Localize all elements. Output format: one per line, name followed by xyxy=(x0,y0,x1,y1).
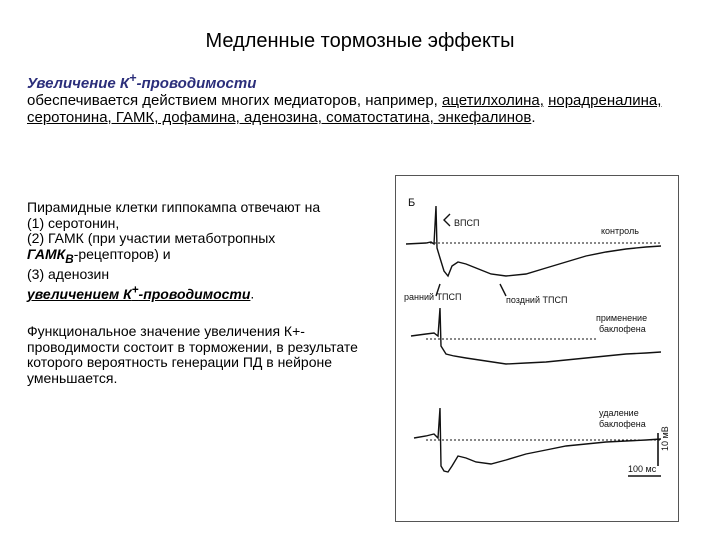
recording-traces-svg xyxy=(396,176,678,521)
mediators-link-2[interactable]: норадреналина, серотонина, ГАМК, дофамина, аденозина, соматостатина, энкефалинов xyxy=(27,92,662,126)
label-baclofen-application-1: применение xyxy=(596,313,648,323)
gabab-term: $ГАМК_B$ xyxy=(27,245,74,266)
page-title: Медленные тормозные эффекты xyxy=(205,30,515,52)
label-baclofen-removal-2: баклофена xyxy=(599,419,646,429)
intro-heading: Увеличение К+-проводимости xyxy=(27,71,257,92)
label-late-ipsp: поздний ТПСП xyxy=(506,295,568,305)
left-column xyxy=(27,200,372,386)
label-baclofen-application-2: баклофена xyxy=(599,324,646,334)
paragraph-responses: Пирамидные клетки гиппокампа отвечают на (1) серотонин, (2) ГАМК (при участии метаботропных $ГАМК_B-рецепторов$) и (3) аденозин увеличением К+-проводимости. xyxy=(27,199,321,302)
panel-label: Б xyxy=(408,197,416,209)
label-baclofen-removal-1: удаление xyxy=(599,408,639,418)
label-voltage-scale: 10 мВ xyxy=(660,426,670,451)
k-conductance-term: увеличением К+-проводимости xyxy=(27,283,251,302)
late-ipsp-pointer xyxy=(500,284,506,296)
trace-control xyxy=(406,206,661,276)
recording-figure xyxy=(395,175,679,522)
label-time-scale: 100 мс xyxy=(628,464,657,474)
mediators-link-1[interactable]: ацетилхолина, xyxy=(442,92,544,109)
paragraph-function: Функциональное значение увеличения К+-проводимости состоит в торможении, в результате которого вероятность генерации ПД в нейроне уменьшается. xyxy=(27,323,358,386)
label-control: контроль xyxy=(601,226,639,236)
label-epsp: ВПСП xyxy=(454,218,480,228)
intro-paragraph: Увеличение К+-проводимости обеспечивается действием многих медиаторов, например, ацетилхолина, норадреналина, серотонина, ГАМК, дофамина, аденозина, соматостатина, энкефалинов. xyxy=(27,71,662,126)
label-early-ipsp: ранний ТПСП xyxy=(404,292,462,302)
epsp-arrow xyxy=(444,214,450,226)
intro-text: обеспечивается действием многих медиаторов, например, xyxy=(27,92,443,109)
